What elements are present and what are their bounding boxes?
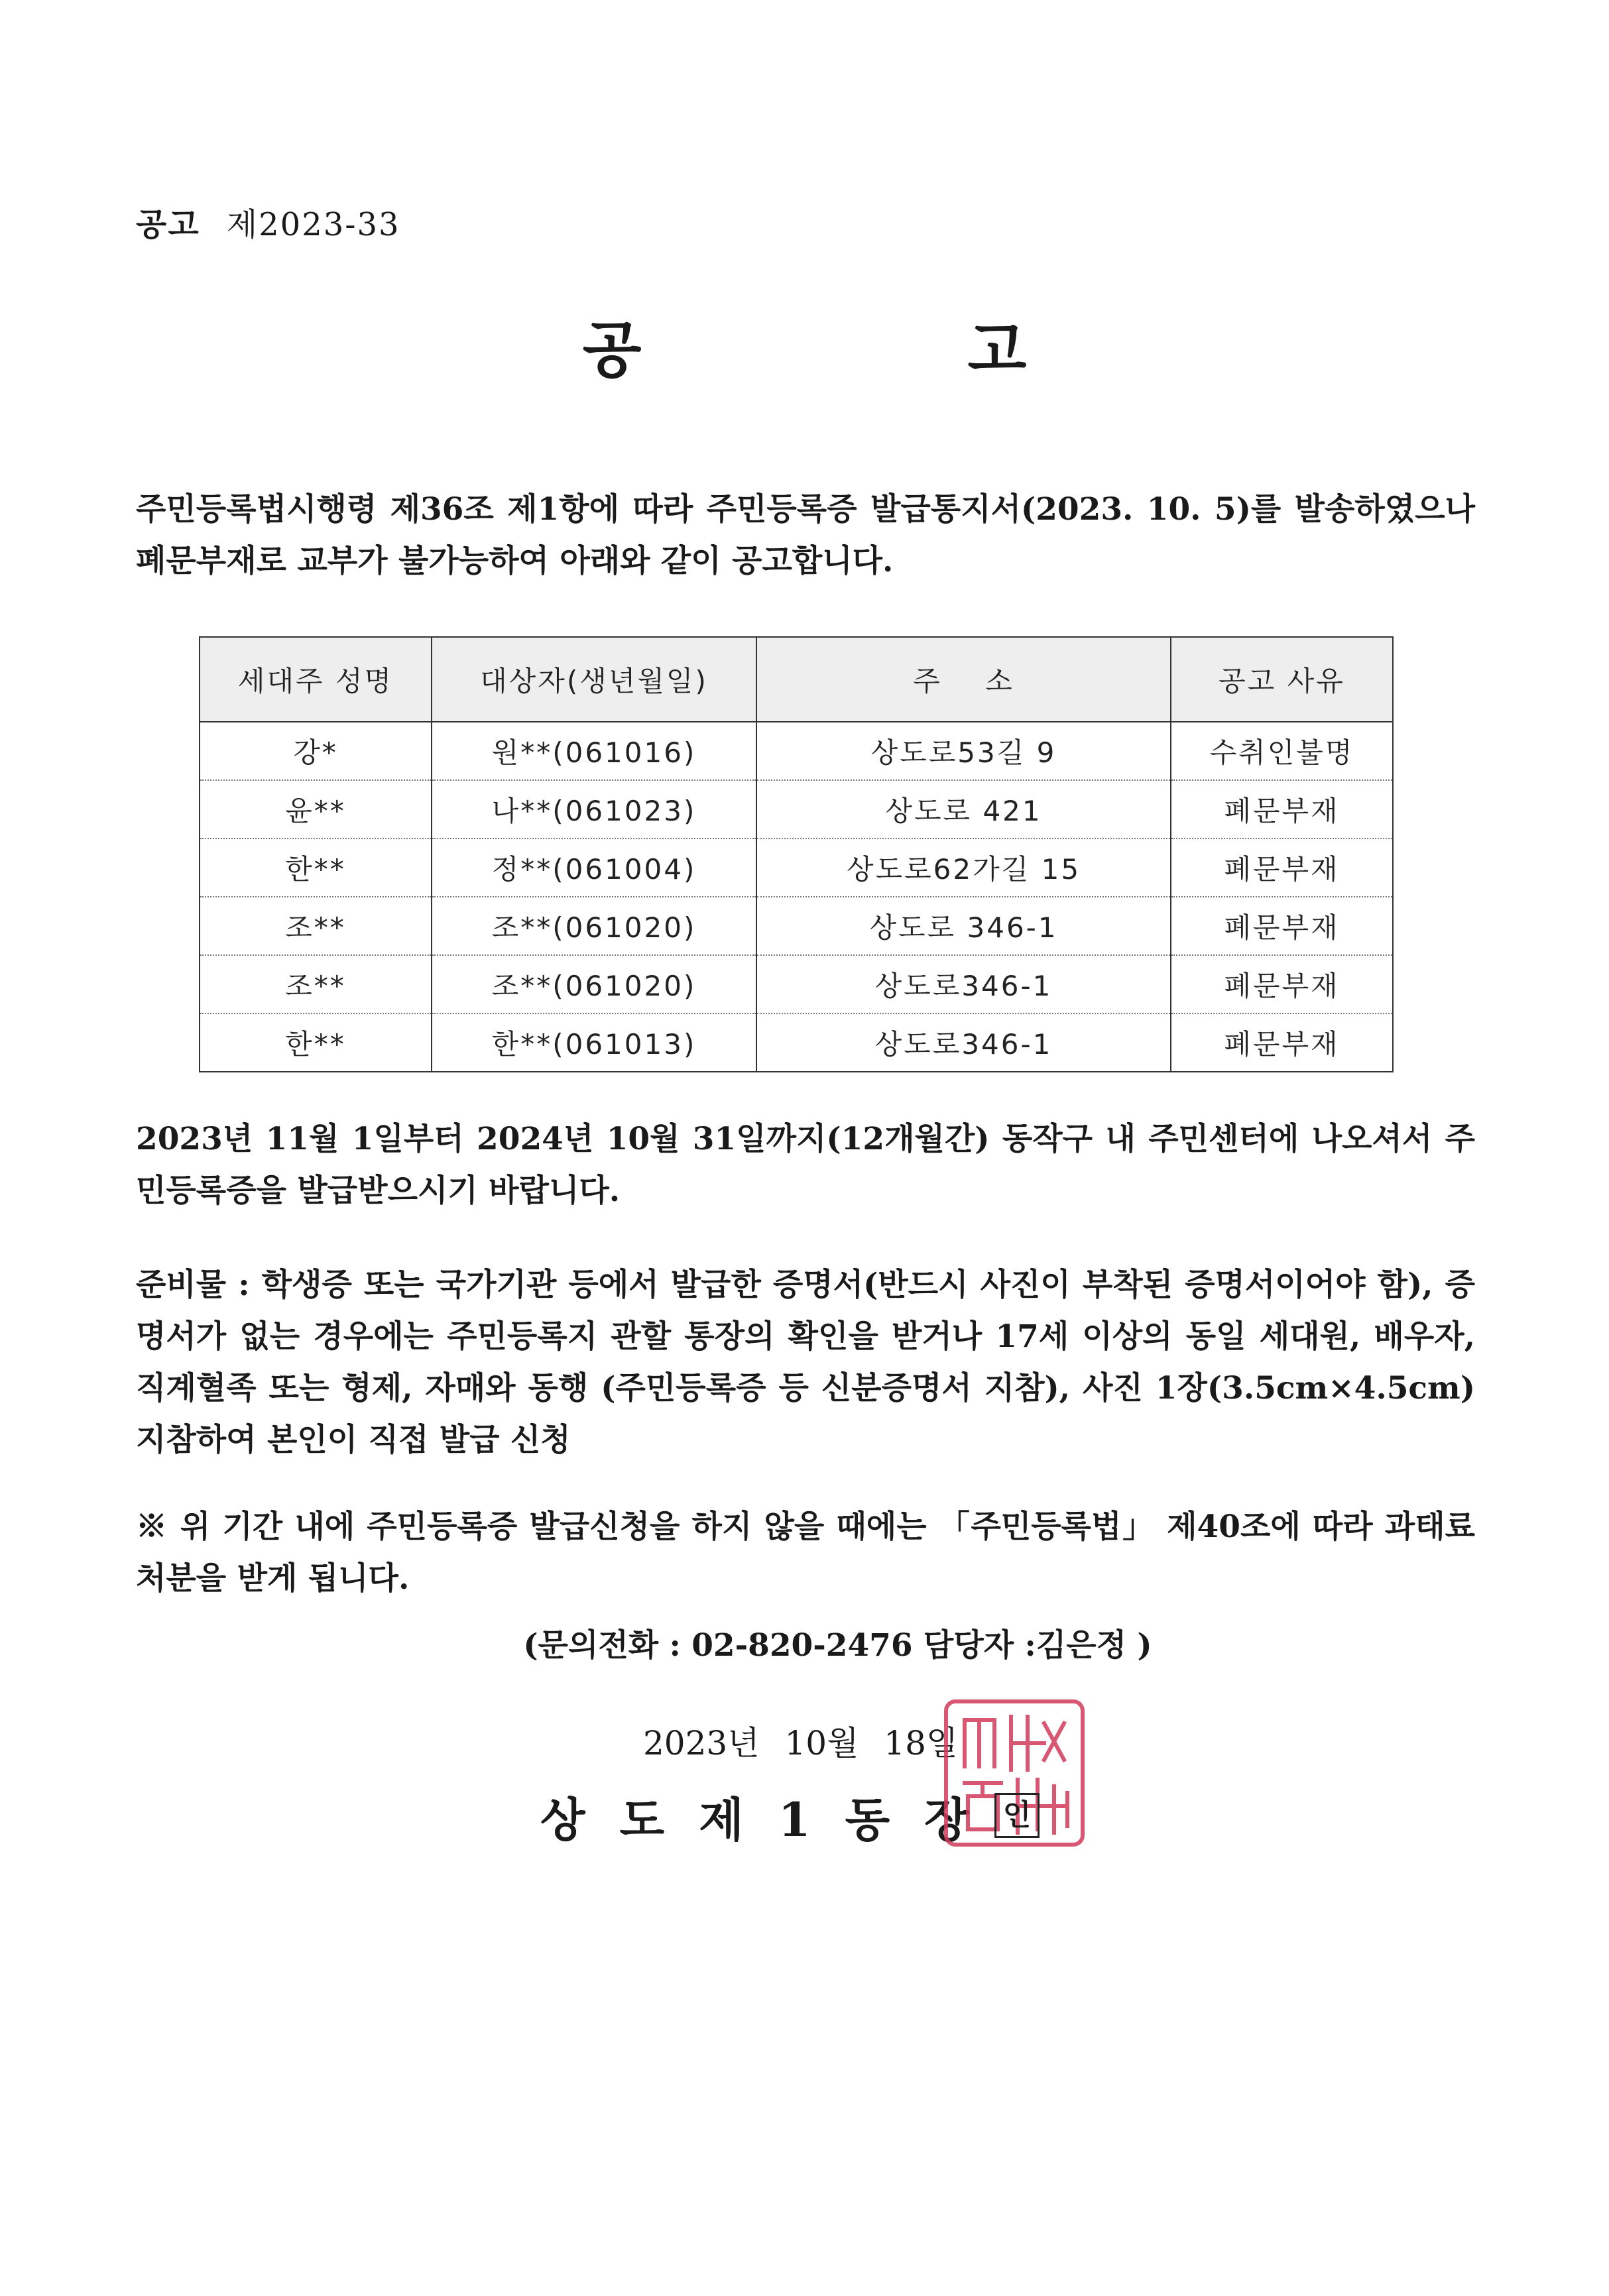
header-address: 주 소 bbox=[756, 637, 1171, 722]
table-row bbox=[200, 722, 1393, 780]
cell-reason: 폐문부재 bbox=[1171, 897, 1393, 955]
cell-subject: 정**(061004) bbox=[432, 838, 756, 897]
cell-address: 상도로62가길 15 bbox=[756, 838, 1171, 897]
cell-reason: 폐문부재 bbox=[1171, 780, 1393, 838]
notice-number-value: 제2023-33 bbox=[226, 206, 400, 243]
preparation-paragraph: 준비물 : 학생증 또는 국가기관 등에서 발급한 증명서(반드시 사진이 부착된 증명서이어야 함), 증명서가 없는 경우에는 주민등록지 관할 통장의 확인을 받거나 17세 이상의 동일 세대원, 배우자, 직계혈족 또는 형제, 자매와 동행 (주민등록증 등 신분증명서 지참), 사진 1장(3.5cm×4.5cm) 지참하여 본인이 직접 발급 신청 bbox=[136, 1267, 1475, 1458]
header-reason: 공고 사유 bbox=[1171, 637, 1393, 722]
cell-reason: 폐문부재 bbox=[1171, 1013, 1393, 1072]
issuance-period-paragraph: 2023년 11월 1일부터 2024년 10월 31일까지(12개월간) 동작구 내 주민센터에 나오셔서 주민등록증을 발급받으시기 바랍니다. bbox=[136, 1121, 1475, 1209]
cell-householder: 윤** bbox=[200, 780, 432, 838]
cell-address: 상도로346-1 bbox=[756, 1013, 1171, 1072]
header-householder: 세대주 성명 bbox=[200, 637, 432, 722]
table-row bbox=[200, 1013, 1393, 1072]
seal-mark: 인 bbox=[994, 1793, 1040, 1838]
notice-number bbox=[136, 199, 400, 245]
cell-address: 상도로 421 bbox=[756, 780, 1171, 838]
table-header-row bbox=[200, 637, 1393, 722]
cell-subject: 원**(061016) bbox=[432, 722, 756, 780]
cell-subject: 나**(061023) bbox=[432, 780, 756, 838]
cell-subject: 한**(061013) bbox=[432, 1013, 756, 1072]
cell-subject: 조**(061020) bbox=[432, 955, 756, 1013]
cell-address: 상도로53길 9 bbox=[756, 722, 1171, 780]
cell-householder: 한** bbox=[200, 838, 432, 897]
notice-label: 공고 bbox=[136, 206, 200, 243]
cell-address: 상도로 346-1 bbox=[756, 897, 1171, 955]
cell-reason: 수취인불명 bbox=[1171, 722, 1393, 780]
cell-householder: 조** bbox=[200, 897, 432, 955]
document-title: 공 고 bbox=[582, 314, 1179, 386]
notice-table bbox=[199, 636, 1394, 1072]
cell-reason: 폐문부재 bbox=[1171, 838, 1393, 897]
issue-date: 2023년 10월 18일 bbox=[643, 1724, 959, 1762]
penalty-note: ※ 위 기간 내에 주민등록증 발급신청을 하지 않을 때에는 「주민등록법」 제40조에 따라 과태료 처분을 받게 됩니다. bbox=[136, 1509, 1475, 1597]
intro-paragraph: 주민등록법시행령 제36조 제1항에 따라 주민등록증 발급통지서(2023. 10. 5)를 발송하였으나 폐문부재로 교부가 불가능하여 아래와 같이 공고합니다. bbox=[136, 491, 1475, 579]
cell-householder: 한** bbox=[200, 1013, 432, 1072]
table-row bbox=[200, 780, 1393, 838]
cell-householder: 강* bbox=[200, 722, 432, 780]
header-subject: 대상자(생년월일) bbox=[432, 637, 756, 722]
cell-subject: 조**(061020) bbox=[432, 897, 756, 955]
issuer-name: 상도제1동장 bbox=[540, 1792, 1004, 1847]
table-row bbox=[200, 955, 1393, 1013]
cell-reason: 폐문부재 bbox=[1171, 955, 1393, 1013]
cell-address: 상도로346-1 bbox=[756, 955, 1171, 1013]
table-row bbox=[200, 838, 1393, 897]
contact-info: (문의전화 : 02-820-2476 담당자 :김은정 ) bbox=[523, 1627, 1152, 1664]
table-row bbox=[200, 897, 1393, 955]
cell-householder: 조** bbox=[200, 955, 432, 1013]
